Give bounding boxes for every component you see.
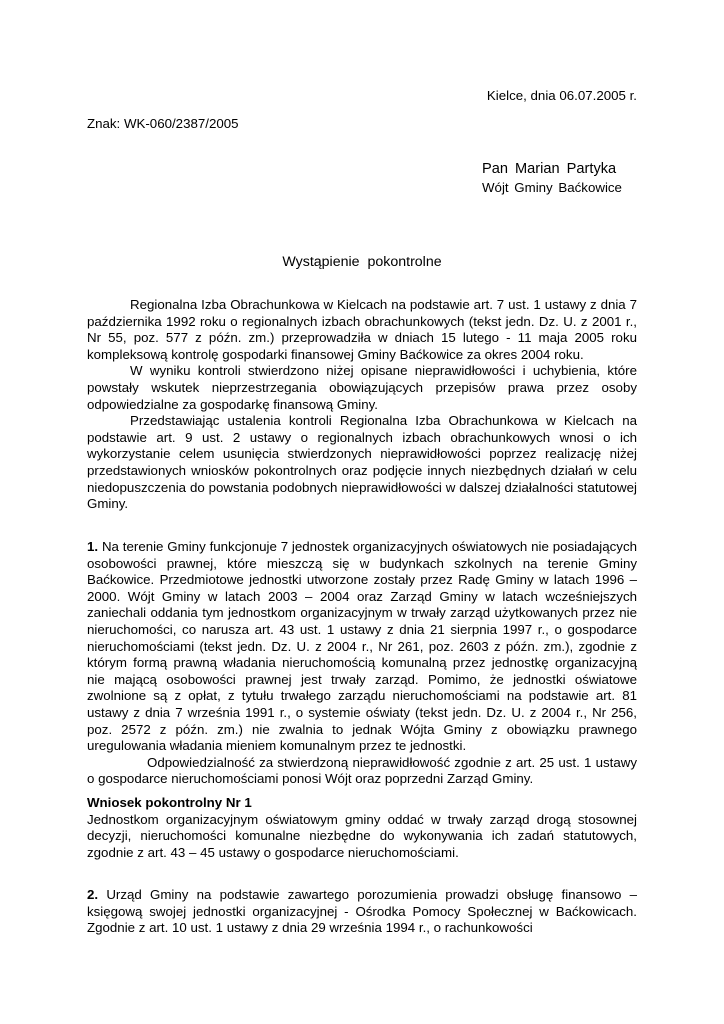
section-1-responsibility: Odpowiedzialność za stwierdzoną nieprawidłowość zgodnie z art. 25 ust. 1 ustawy o gospodarce nieruchomościami ponosi Wójt oraz poprzedni Zarząd Gminy. — [87, 754, 637, 787]
intro-section — [87, 297, 637, 513]
section-1-paragraph — [87, 539, 637, 755]
document-title: Wystąpienie pokontrolne — [282, 254, 442, 270]
addressee-role: Wójt Gminy Baćkowice — [482, 180, 622, 195]
conclusion-1-heading: Wniosek pokontrolny Nr 1 — [87, 795, 252, 810]
section-2 — [87, 887, 637, 937]
intro-paragraph-1: Regionalna Izba Obrachunkowa w Kielcach na podstawie art. 7 ust. 1 ustawy z dnia 7 października 1992 roku o regionalnych izbach obrachunkowych (tekst jedn. Dz. U. z 2001 r., Nr 55, poz. 577 z późn. zm.) przeprowadziła w dniach 15 lutego - 11 maja 2005 roku kompleksową kontrolę gospodarki finansowej Gminy Baćkowice za okres 2004 roku. — [87, 297, 637, 362]
section-1-text: Na terenie Gminy funkcjonuje 7 jednostek organizacyjnych oświatowych nie posiadających osobowości prawnej, które mieszczą się w budynkach szkolnych na terenie Gminy Baćkowice. Przedmiotowe jednostki utworzone zostały przez Radę Gminy w latach 1996 – 2000. Wójt Gminy w latach 2003 – 2004 oraz Zarząd Gminy w latach wcześniejszych zaniechali oddania tym jednostkom organizacyjnym w trwały zarząd użytkowanych przez nie nieruchomości, co narusza art. 43 ust. 1 ustawy z dnia 21 sierpnia 1997 r., o gospodarce nieruchomościami (tekst jedn. Dz. U. z 2004 r., Nr 261, poz. 2603 z późn. zm.), zgodnie z którym formą prawną władania nieruchomością komunalną przez jednostkę organizacyjną nie mającą osobowości prawnej jest trwały zarząd. Pomimo, że jednostki oświatowe zwolnione są z opłat, z tytułu trwałego zarządu nieruchomościami na podstawie art. 81 ustawy z dnia 7 września 1991 r., o systemie oświaty (tekst jedn. Dz. U. z 2004 r., Nr 256, poz. 2572 z późn. zm.) nie zwalnia to jednak Wójta Gminy z obowiązku prawnego uregulowania władania mieniem komunalnym przez te jednostki. — [87, 539, 637, 754]
section-2-text: Urząd Gminy na podstawie zawartego porozumienia prowadzi obsługę finansowo – księgową swojej jednostki organizacyjnej - Ośrodka Pomocy Społecznej w Baćkowicach. Zgodnie z art. 10 ust. 1 ustawy z dnia 29 września 1994 r., o rachunkowości — [87, 887, 637, 936]
section-1-number: 1. — [87, 539, 99, 554]
intro-paragraph-3: Przedstawiając ustalenia kontroli Regionalna Izba Obrachunkowa w Kielcach na podstawie art. 9 ust. 2 ustawy o regionalnych izbach obrachunkowych wnosi o ich wykorzystanie celem usunięcia stwierdzonych nieprawidłowości poprzez realizację niżej przedstawionych wniosków pokontrolnych oraz podjęcie innych niezbędnych działań w celu niedopuszczenia do powstania podobnych nieprawidłowości w dalszej działalności statutowej Gminy. — [87, 413, 637, 512]
section-1 — [87, 539, 637, 788]
section-2-number: 2. — [87, 887, 99, 902]
intro-paragraph-2: W wyniku kontroli stwierdzono niżej opisane nieprawidłowości i uchybienia, które powstały wskutek nieprzestrzegania obowiązujących przepisów prawa przez osoby odpowiedzialne za gospodarkę finansową Gminy. — [87, 363, 637, 412]
addressee-name: Pan Marian Partyka — [482, 161, 617, 177]
reference-number: Znak: WK-060/2387/2005 — [87, 116, 239, 131]
conclusion-1 — [87, 795, 637, 861]
conclusion-1-text: Jednostkom organizacyjnym oświatowym gminy oddać w trwały zarząd drogą stosownej decyzji, nieruchomości komunalne niezbędne do wykonywania ich zadań statutowych, zgodnie z art. 43 – 45 ustawy o gospodarce nieruchomościami. — [87, 811, 637, 860]
place-date: Kielce, dnia 06.07.2005 r. — [486, 88, 637, 103]
section-2-paragraph — [87, 887, 637, 937]
